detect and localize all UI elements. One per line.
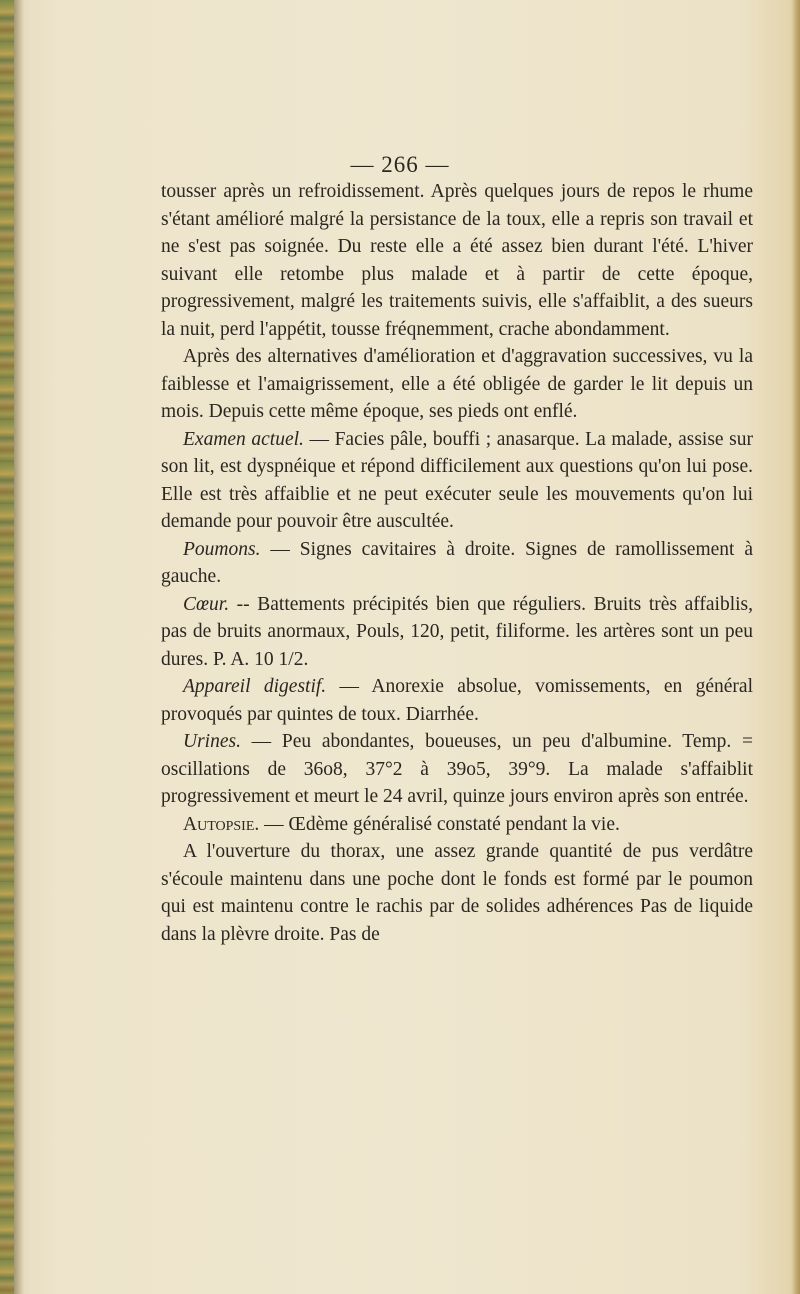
paragraph-text: — Œdème généralisé constaté pendant la vie.	[259, 813, 620, 835]
paragraph-text: — Facies pâle, bouffi ; anasarque. La malade, assise sur son lit, est dyspnéique et répond difficilement aux questions qu'on lui pose. Elle est très affaiblie et ne peut exécuter seule les mouvements qu'on lui demande pour pouvoir être auscultée.	[161, 428, 753, 532]
paragraph-text: A l'ouverture du thorax, une assez grande quantité de pus verdâtre s'écoule maintenu dans une poche dont le fonds est formé par le poumon qui est maintenu contre le rachis par de solides adhérences Pas de liquide dans la plèvre droite. Pas de	[161, 841, 753, 945]
paragraph	[161, 426, 753, 536]
paragraph	[161, 178, 753, 343]
binding-shadow	[14, 0, 24, 1294]
section-heading: Examen actuel.	[183, 428, 304, 450]
paragraph-text: -- Battements précipités bien que réguliers. Bruits très affaiblis, pas de bruits anormaux, Pouls, 120, petit, filiforme. les artères sont un peu dures. P. A. 10 1/2.	[161, 593, 753, 670]
section-heading: Urines.	[183, 731, 241, 752]
section-heading: Autopsie.	[183, 813, 260, 835]
paragraph	[161, 536, 753, 591]
paragraph	[161, 343, 753, 426]
paragraph	[161, 728, 753, 811]
paragraph-text: — Peu abondantes, boueuses, un peu d'albumine. Temp. = oscillations de 36o8, 37°2 à 39o5, 39°9. La malade s'affaiblit progressivement et meurt le 24 avril, quinze jours environ après son entrée.	[161, 731, 753, 807]
paragraph	[161, 838, 753, 948]
page-binding	[0, 0, 14, 1294]
section-heading: Cœur.	[183, 593, 230, 615]
paragraph-text: — Signes cavitaires à droite. Signes de ramollissement à gauche.	[161, 538, 753, 587]
paragraph-text: Après des alternatives d'amélioration et d'aggravation successives, vu la faiblesse et l'amaigrissement, elle a été obligée de garder le lit depuis un mois. Depuis cette même époque, ses pieds ont enflé.	[161, 346, 753, 422]
section-heading: Poumons.	[183, 538, 261, 560]
section-heading: Appareil digestif.	[183, 676, 327, 697]
paragraph-text: — Anorexie absolue, vomissements, en général provoqués par quintes de toux. Diarrhée.	[161, 676, 753, 725]
paragraph	[161, 811, 753, 839]
paragraph	[161, 591, 753, 674]
paragraph-text: tousser après un refroidissement. Après quelques jours de repos le rhume s'étant amélioré malgré la persistance de la toux, elle a repris son travail et ne s'est pas soignée. Du reste elle a été assez bien durant l'été. L'hiver suivant elle retombe plus malade et à partir de cette époque, progressivement, malgré les traitements suivis, elle s'affaiblit, a des sueurs la nuit, perd l'appétit, tousse fréqnemment, crache abondamment.	[161, 181, 753, 340]
page-number: — 266 —	[350, 152, 450, 177]
paragraph	[161, 673, 753, 728]
page-edge	[792, 0, 800, 1294]
body-text	[161, 178, 753, 948]
